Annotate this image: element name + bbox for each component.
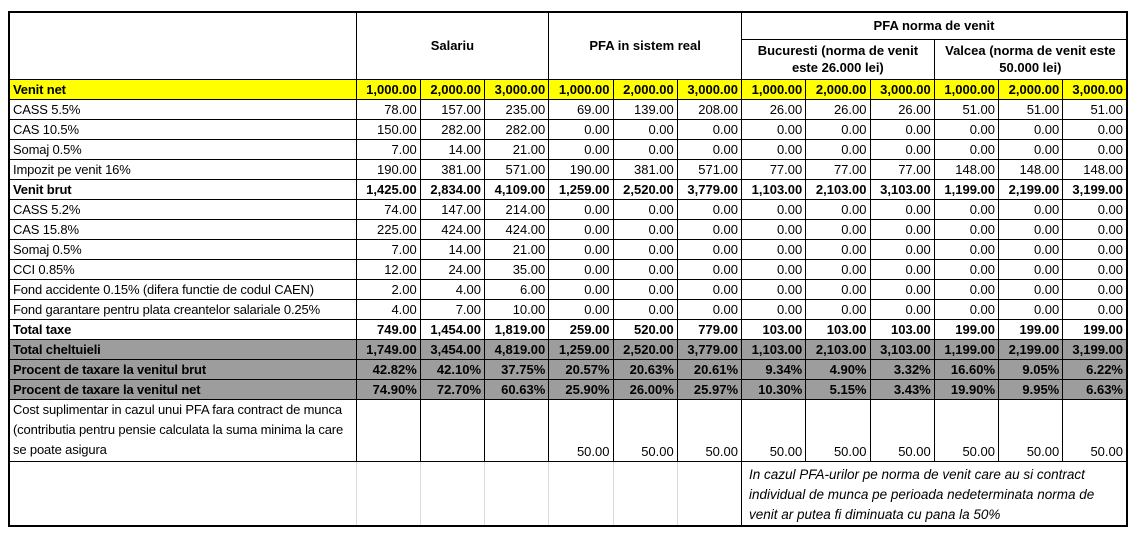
cell-value: 0.00	[999, 239, 1063, 259]
cell-value: 235.00	[485, 99, 549, 119]
cell-value: 14.00	[420, 139, 484, 159]
cell-value: 0.00	[999, 299, 1063, 319]
cell-value: 42.10%	[420, 359, 484, 379]
table-row	[9, 139, 1127, 159]
cell-value: 381.00	[420, 159, 484, 179]
cell-value: 0.00	[934, 139, 998, 159]
cell-value: 0.00	[934, 279, 998, 299]
cell-value: 0.00	[934, 219, 998, 239]
cell-value: 7.00	[356, 139, 420, 159]
cell-value: 50.00	[549, 399, 613, 461]
cell-value: 9.34%	[742, 359, 806, 379]
cell-value: 0.00	[934, 199, 998, 219]
cell-value: 199.00	[934, 319, 998, 339]
cell-value: 37.75%	[485, 359, 549, 379]
cell-value: 0.00	[870, 259, 934, 279]
cell-value: 520.00	[613, 319, 677, 339]
cell-value: 0.00	[549, 239, 613, 259]
empty-cell	[420, 461, 484, 526]
row-label: Cost suplimentar in cazul unui PFA fara contract de munca (contributia pentru pensie calculata la suma minima la care se poate asigura	[9, 399, 356, 461]
cell-value: 10.00	[485, 299, 549, 319]
cell-value: 50.00	[613, 399, 677, 461]
cell-value: 0.00	[934, 259, 998, 279]
cell-value: 0.00	[677, 119, 741, 139]
table-row	[9, 79, 1127, 99]
table-row	[9, 399, 1127, 461]
row-label: CASS 5.2%	[9, 199, 356, 219]
cell-value: 0.00	[1063, 299, 1127, 319]
cell-value: 7.00	[356, 239, 420, 259]
cell-value: 0.00	[677, 219, 741, 239]
cell-value: 3,000.00	[677, 79, 741, 99]
cell-value: 190.00	[356, 159, 420, 179]
cell-value: 3,000.00	[1063, 79, 1127, 99]
table-footer	[9, 461, 1127, 526]
cell-value: 147.00	[420, 199, 484, 219]
cell-value: 2,520.00	[613, 339, 677, 359]
cell-value: 4.00	[356, 299, 420, 319]
cell-value: 3.43%	[870, 379, 934, 399]
cell-value: 0.00	[613, 199, 677, 219]
cell-value: 0.00	[613, 299, 677, 319]
cell-value: 0.00	[742, 199, 806, 219]
cell-value: 0.00	[1063, 239, 1127, 259]
cell-value: 26.00%	[613, 379, 677, 399]
table-row	[9, 379, 1127, 399]
cell-value: 0.00	[677, 199, 741, 219]
table-body	[9, 79, 1127, 461]
cell-value: 20.57%	[549, 359, 613, 379]
cell-value: 0.00	[999, 279, 1063, 299]
cell-value: 2,000.00	[613, 79, 677, 99]
cell-value: 3,454.00	[420, 339, 484, 359]
cell-value: 42.82%	[356, 359, 420, 379]
cell-value: 282.00	[485, 119, 549, 139]
cell-value: 77.00	[806, 159, 870, 179]
cell-value: 139.00	[613, 99, 677, 119]
cell-value: 2,834.00	[420, 179, 484, 199]
cell-value: 2,000.00	[806, 79, 870, 99]
table-row	[9, 119, 1127, 139]
cell-value: 1,819.00	[485, 319, 549, 339]
cell-value: 1,199.00	[934, 339, 998, 359]
cell-value: 74.90%	[356, 379, 420, 399]
cell-value: 0.00	[742, 259, 806, 279]
cell-value: 7.00	[420, 299, 484, 319]
cell-value: 0.00	[1063, 279, 1127, 299]
cell-value: 571.00	[485, 159, 549, 179]
table-row	[9, 339, 1127, 359]
cell-value: 0.00	[613, 119, 677, 139]
cell-value: 282.00	[420, 119, 484, 139]
row-label: Fond garantare pentru plata creantelor salariale 0.25%	[9, 299, 356, 319]
cell-value: 0.00	[742, 279, 806, 299]
cell-value: 1,749.00	[356, 339, 420, 359]
cell-value: 25.97%	[677, 379, 741, 399]
cell-value: 0.00	[999, 259, 1063, 279]
row-label: Somaj 0.5%	[9, 239, 356, 259]
empty-cell	[9, 461, 356, 526]
cell-value: 1,103.00	[742, 339, 806, 359]
cell-value: 0.00	[549, 259, 613, 279]
cell-value: 1,000.00	[549, 79, 613, 99]
cell-value: 19.90%	[934, 379, 998, 399]
cell-value: 0.00	[806, 299, 870, 319]
cell-value: 0.00	[549, 199, 613, 219]
cell-value: 0.00	[806, 239, 870, 259]
footnote-text: In cazul PFA-urilor pe norma de venit care au si contract individual de munca pe perioada nedeterminata norma de venit ar putea fi diminuata cu pana la 50%	[749, 466, 1095, 522]
cell-value: 0.00	[934, 119, 998, 139]
cell-value: 51.00	[934, 99, 998, 119]
cell-value: 20.63%	[613, 359, 677, 379]
cell-value: 0.00	[549, 139, 613, 159]
cell-value: 0.00	[742, 219, 806, 239]
cell-value: 150.00	[356, 119, 420, 139]
cell-value: 1,000.00	[742, 79, 806, 99]
cell-value: 0.00	[613, 279, 677, 299]
cell-value: 24.00	[420, 259, 484, 279]
cell-value: 0.00	[549, 299, 613, 319]
cell-value: 2,000.00	[999, 79, 1063, 99]
cell-value: 1,103.00	[742, 179, 806, 199]
cell-value: 4,819.00	[485, 339, 549, 359]
cell-value: 2,103.00	[806, 179, 870, 199]
cell-value: 69.00	[549, 99, 613, 119]
cell-value: 0.00	[870, 119, 934, 139]
cell-value: 0.00	[677, 279, 741, 299]
cell-value: 26.00	[742, 99, 806, 119]
cell-value: 21.00	[485, 139, 549, 159]
corner-cell	[9, 12, 356, 79]
cell-value: 2,103.00	[806, 339, 870, 359]
cell-value: 74.00	[356, 199, 420, 219]
table-row	[9, 299, 1127, 319]
header-row-groups	[9, 12, 1127, 39]
cell-value	[356, 399, 420, 461]
cell-value: 25.90%	[549, 379, 613, 399]
cell-value: 0.00	[999, 119, 1063, 139]
cell-value: 225.00	[356, 219, 420, 239]
cell-value: 0.00	[806, 139, 870, 159]
cell-value: 103.00	[806, 319, 870, 339]
cell-value: 2.00	[356, 279, 420, 299]
cell-value: 6.22%	[1063, 359, 1127, 379]
cell-value: 424.00	[485, 219, 549, 239]
table-row	[9, 159, 1127, 179]
cell-value: 0.00	[1063, 199, 1127, 219]
cell-value: 50.00	[934, 399, 998, 461]
table-row	[9, 359, 1127, 379]
cell-value: 1,454.00	[420, 319, 484, 339]
cell-value: 14.00	[420, 239, 484, 259]
cell-value: 0.00	[870, 219, 934, 239]
empty-cell	[549, 461, 613, 526]
cell-value: 0.00	[999, 199, 1063, 219]
cell-value: 26.00	[806, 99, 870, 119]
cell-value: 190.00	[549, 159, 613, 179]
cell-value: 2,199.00	[999, 339, 1063, 359]
table-row	[9, 259, 1127, 279]
row-label: CAS 10.5%	[9, 119, 356, 139]
cell-value: 2,199.00	[999, 179, 1063, 199]
cell-value: 0.00	[806, 119, 870, 139]
cell-value: 1,000.00	[934, 79, 998, 99]
cell-value: 0.00	[1063, 119, 1127, 139]
subgroup-header-valcea: Valcea (norma de venit este 50.000 lei)	[934, 39, 1127, 79]
table-header	[9, 12, 1127, 79]
cell-value: 148.00	[999, 159, 1063, 179]
row-label: Venit brut	[9, 179, 356, 199]
row-label: Total cheltuieli	[9, 339, 356, 359]
cell-value: 103.00	[870, 319, 934, 339]
cell-value: 0.00	[1063, 259, 1127, 279]
cell-value: 60.63%	[485, 379, 549, 399]
cell-value: 4,109.00	[485, 179, 549, 199]
row-label: CASS 5.5%	[9, 99, 356, 119]
table-row	[9, 199, 1127, 219]
cell-value: 3,779.00	[677, 179, 741, 199]
cell-value: 72.70%	[420, 379, 484, 399]
cell-value: 208.00	[677, 99, 741, 119]
cell-value: 0.00	[870, 239, 934, 259]
cell-value: 0.00	[806, 219, 870, 239]
cell-value: 0.00	[999, 219, 1063, 239]
cell-value: 0.00	[742, 119, 806, 139]
row-label: Procent de taxare la venitul net	[9, 379, 356, 399]
cell-value: 16.60%	[934, 359, 998, 379]
note-row	[9, 461, 1127, 526]
row-label: Fond accidente 0.15% (difera functie de codul CAEN)	[9, 279, 356, 299]
cell-value: 0.00	[934, 239, 998, 259]
cell-value: 50.00	[999, 399, 1063, 461]
cell-value: 0.00	[870, 279, 934, 299]
cell-value: 6.00	[485, 279, 549, 299]
cell-value: 148.00	[934, 159, 998, 179]
cell-value: 0.00	[613, 239, 677, 259]
cell-value: 0.00	[549, 279, 613, 299]
cell-value: 0.00	[806, 199, 870, 219]
cell-value: 0.00	[613, 219, 677, 239]
row-label: CAS 15.8%	[9, 219, 356, 239]
group-header-pfa-real: PFA in sistem real	[549, 12, 742, 79]
empty-cell	[356, 461, 420, 526]
cell-value: 0.00	[934, 299, 998, 319]
cell-value: 148.00	[1063, 159, 1127, 179]
cell-value: 0.00	[1063, 139, 1127, 159]
empty-cell	[613, 461, 677, 526]
cell-value: 157.00	[420, 99, 484, 119]
table-row	[9, 99, 1127, 119]
cell-value: 0.00	[613, 259, 677, 279]
cell-value: 0.00	[613, 139, 677, 159]
cell-value: 9.05%	[999, 359, 1063, 379]
table-row	[9, 279, 1127, 299]
cell-value: 35.00	[485, 259, 549, 279]
cell-value: 1,259.00	[549, 179, 613, 199]
cell-value	[485, 399, 549, 461]
table-row	[9, 239, 1127, 259]
row-label: Procent de taxare la venitul brut	[9, 359, 356, 379]
cell-value: 0.00	[870, 199, 934, 219]
cell-value: 0.00	[1063, 219, 1127, 239]
cell-value: 50.00	[742, 399, 806, 461]
cell-value: 0.00	[806, 259, 870, 279]
cell-value: 0.00	[677, 139, 741, 159]
cell-value: 3,103.00	[870, 339, 934, 359]
cell-value: 0.00	[677, 239, 741, 259]
cell-value: 779.00	[677, 319, 741, 339]
cell-value: 3,199.00	[1063, 179, 1127, 199]
row-label: CCI 0.85%	[9, 259, 356, 279]
cell-value: 259.00	[549, 319, 613, 339]
table-row	[9, 319, 1127, 339]
tax-comparison-table	[8, 11, 1128, 527]
cell-value: 51.00	[999, 99, 1063, 119]
table-row	[9, 219, 1127, 239]
cell-value: 20.61%	[677, 359, 741, 379]
cell-value: 9.95%	[999, 379, 1063, 399]
cell-value: 0.00	[677, 259, 741, 279]
row-label: Impozit pe venit 16%	[9, 159, 356, 179]
cell-value: 749.00	[356, 319, 420, 339]
cell-value: 50.00	[1063, 399, 1127, 461]
cell-value: 0.00	[742, 139, 806, 159]
cell-value: 21.00	[485, 239, 549, 259]
cell-value: 103.00	[742, 319, 806, 339]
cell-value: 0.00	[870, 139, 934, 159]
cell-value: 3,103.00	[870, 179, 934, 199]
group-header-salariu: Salariu	[356, 12, 549, 79]
cell-value: 6.63%	[1063, 379, 1127, 399]
cell-value: 0.00	[806, 279, 870, 299]
cell-value: 0.00	[677, 299, 741, 319]
cell-value: 12.00	[356, 259, 420, 279]
empty-cell	[677, 461, 741, 526]
cell-value: 1,425.00	[356, 179, 420, 199]
cell-value: 1,259.00	[549, 339, 613, 359]
cell-value: 10.30%	[742, 379, 806, 399]
row-label: Venit net	[9, 79, 356, 99]
cell-value: 1,199.00	[934, 179, 998, 199]
cell-value: 0.00	[549, 119, 613, 139]
cell-value: 0.00	[549, 219, 613, 239]
cell-value: 571.00	[677, 159, 741, 179]
cell-value: 214.00	[485, 199, 549, 219]
cell-value: 0.00	[870, 299, 934, 319]
cell-value: 381.00	[613, 159, 677, 179]
cell-value: 50.00	[677, 399, 741, 461]
cell-value: 2,520.00	[613, 179, 677, 199]
cell-value: 199.00	[1063, 319, 1127, 339]
subgroup-header-bucuresti: Bucuresti (norma de venit este 26.000 lei)	[742, 39, 935, 79]
cell-value: 51.00	[1063, 99, 1127, 119]
row-label: Total taxe	[9, 319, 356, 339]
cell-value: 3,000.00	[485, 79, 549, 99]
cell-value: 3,199.00	[1063, 339, 1127, 359]
cell-value	[420, 399, 484, 461]
cell-value: 26.00	[870, 99, 934, 119]
cell-value: 78.00	[356, 99, 420, 119]
cell-value: 77.00	[742, 159, 806, 179]
row-label: Somaj 0.5%	[9, 139, 356, 159]
cell-value: 424.00	[420, 219, 484, 239]
cell-value: 50.00	[806, 399, 870, 461]
group-header-pfa-norma: PFA norma de venit	[742, 12, 1128, 39]
cell-value: 199.00	[999, 319, 1063, 339]
empty-cell	[485, 461, 549, 526]
cell-value: 4.00	[420, 279, 484, 299]
cell-value: 0.00	[999, 139, 1063, 159]
table-row	[9, 179, 1127, 199]
cell-value: 3,000.00	[870, 79, 934, 99]
cell-value: 50.00	[870, 399, 934, 461]
cell-value: 0.00	[742, 239, 806, 259]
cell-value: 1,000.00	[356, 79, 420, 99]
cell-value: 5.15%	[806, 379, 870, 399]
cell-value: 77.00	[870, 159, 934, 179]
cell-value: 0.00	[742, 299, 806, 319]
cell-value: 3,779.00	[677, 339, 741, 359]
cell-value: 3.32%	[870, 359, 934, 379]
cell-value: 4.90%	[806, 359, 870, 379]
cell-value: 2,000.00	[420, 79, 484, 99]
